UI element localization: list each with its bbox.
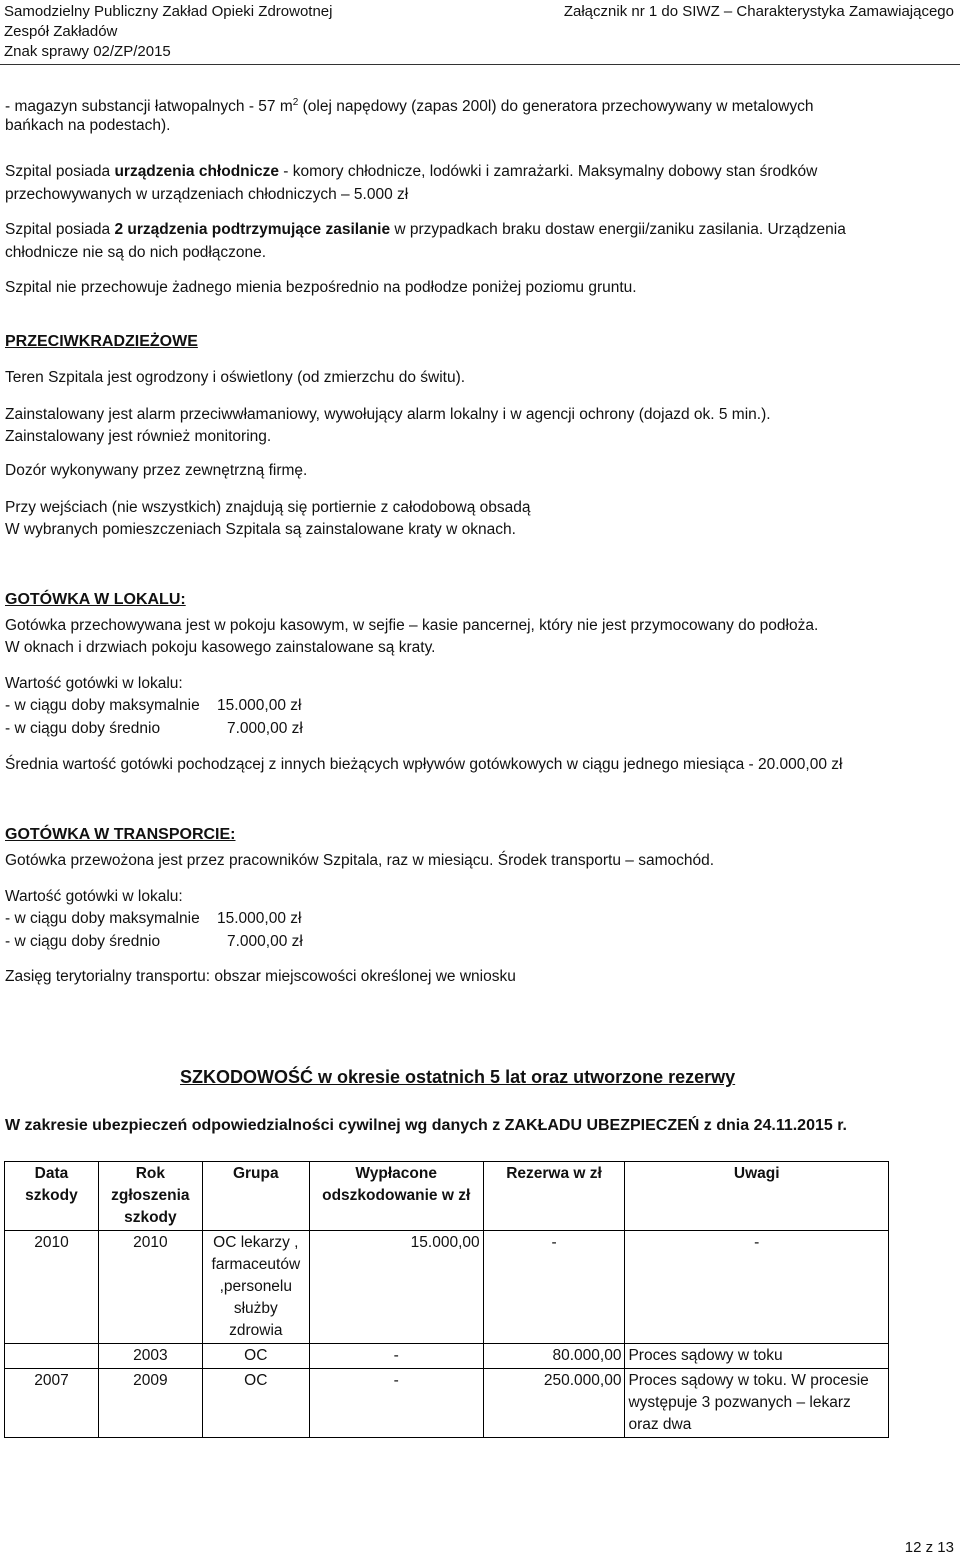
cell-reserve: - — [483, 1231, 625, 1344]
cell-year: 2009 — [98, 1369, 202, 1438]
antitheft-line-2: Zainstalowany jest alarm przeciwwłamaniowy, wywołujący alarm lokalny i w agencji ochrony (dojazd ok. 5 min.). — [5, 406, 771, 423]
cell-date — [5, 1344, 99, 1369]
table-row — [5, 1231, 889, 1344]
col-header-notes: Uwagi — [625, 1162, 889, 1231]
claims-subtitle: W zakresie ubezpieczeń odpowiedzialności cywilnej wg danych z ZAKŁADU UBEZPIECZEŃ z dnia 24.11.2015 r. — [5, 1117, 847, 1134]
cash-local-max: - w ciągu doby maksymalnie 15.000,00 zł — [5, 697, 302, 714]
col-header-reserve: Rezerwa w zł — [483, 1162, 625, 1231]
header-divider — [0, 64, 960, 65]
section-heading-antitheft: PRZECIWKRADZIEŻOWE — [5, 333, 198, 350]
header-attachment: Załącznik nr 1 do SIWZ – Charakterystyka Zamawiającego — [563, 3, 954, 20]
cell-paid: - — [309, 1369, 483, 1438]
cash-local-line-1: Gotówka przechowywana jest w pokoju kasowym, w sejfie – kasie pancernej, który nie jest przymocowany do podłoża. — [5, 617, 819, 634]
antitheft-line-4: Dozór wykonywany przez zewnętrzną firmę. — [5, 462, 308, 479]
antitheft-line-3: Zainstalowany jest również monitoring. — [5, 428, 272, 445]
antitheft-line-5: Przy wejściach (nie wszystkich) znajdują się portiernie z całodobową obsadą — [5, 499, 531, 516]
section-heading-cash-transport: GOTÓWKA W TRANSPORCIE: — [5, 826, 236, 843]
cash-local-line-3: Wartość gotówki w lokalu: — [5, 675, 183, 692]
header-case-number: Znak sprawy 02/ZP/2015 — [4, 43, 171, 60]
cooling-paragraph-2: przechowywanych w urządzeniach chłodniczych – 5.000 zł — [5, 186, 409, 203]
claims-table — [4, 1161, 889, 1438]
antitheft-line-6: W wybranych pomieszczeniach Szpitala są zainstalowane kraty w oknach. — [5, 521, 516, 538]
claims-title: SZKODOWOŚĆ w okresie ostatnich 5 lat oraz utworzone rezerwy — [180, 1067, 736, 1087]
header-unit: Zespół Zakładów — [4, 23, 118, 40]
storage-paragraph: Szpital nie przechowuje żadnego mienia bezpośrednio na podłodze poniżej poziomu gruntu. — [5, 279, 637, 296]
cash-transport-avg: - w ciągu doby średnio 7.000,00 zł — [5, 933, 303, 950]
antitheft-line-1: Teren Szpitala jest ogrodzony i oświetlony (od zmierzchu do świtu). — [5, 369, 466, 386]
col-header-paid: Wypłacone odszkodowanie w zł — [309, 1162, 483, 1231]
cash-local-avg: - w ciągu doby średnio 7.000,00 zł — [5, 720, 303, 737]
cell-date: 2007 — [5, 1369, 99, 1438]
cash-local-monthly: Średnia wartość gotówki pochodzącej z innych bieżących wpływów gotówkowych w ciągu jednego miesiąca - 20.000,00 zł — [5, 756, 843, 773]
table-row — [5, 1369, 889, 1438]
col-header-year: Rok zgłoszenia szkody — [98, 1162, 202, 1231]
page-number: 12 z 13 — [904, 1539, 954, 1556]
cash-transport-line-1: Gotówka przewożona jest przez pracowników Szpitala, raz w miesiącu. Środek transportu – samochód. — [5, 852, 715, 869]
cell-group: OC — [202, 1369, 309, 1438]
cell-year: 2003 — [98, 1344, 202, 1369]
cell-paid: - — [309, 1344, 483, 1369]
table-row — [5, 1344, 889, 1369]
cell-group: OC lekarzy , farmaceutów ,personelu służby zdrowia — [202, 1231, 309, 1344]
table-header-row — [5, 1162, 889, 1231]
cell-group: OC — [202, 1344, 309, 1369]
col-header-date: Data szkody — [5, 1162, 99, 1231]
cell-notes: - — [625, 1231, 889, 1344]
cash-transport-range: Zasięg terytorialny transportu: obszar miejscowości określonej we wniosku — [5, 968, 516, 985]
section-heading-cash-local: GOTÓWKA W LOKALU: — [5, 591, 186, 608]
ups-paragraph: Szpital posiada 2 urządzenia podtrzymujące zasilanie w przypadkach braku dostaw energii/zaniku zasilania. Urządzenia — [5, 221, 846, 238]
ups-paragraph-2: chłodnicze nie są do nich podłączone. — [5, 244, 267, 261]
cell-reserve: 250.000,00 — [483, 1369, 625, 1438]
header-institution: Samodzielny Publiczny Zakład Opieki Zdrowotnej — [4, 3, 333, 20]
cell-paid: 15.000,00 — [309, 1231, 483, 1344]
cooling-paragraph: Szpital posiada urządzenia chłodnicze - komory chłodnicze, lodówki i zamrażarki. Maksymalny dobowy stan środków — [5, 163, 818, 180]
cash-transport-line-2: Wartość gotówki w lokalu: — [5, 888, 183, 905]
intro-line-1: - magazyn substancji łatwopalnych - 57 $m^2$ (olej napędowy (zapas 200l) do generatora przechowywany w metalowych — [5, 97, 814, 116]
intro-line-2: bańkach na podestach). — [5, 117, 171, 134]
cell-notes: Proces sądowy w toku. W procesie występuje 3 pozwanych – lekarz oraz dwa — [625, 1369, 889, 1438]
cell-date: 2010 — [5, 1231, 99, 1344]
cash-local-line-2: W oknach i drzwiach pokoju kasowego zainstalowane są kraty. — [5, 639, 436, 656]
col-header-group: Grupa — [202, 1162, 309, 1231]
cell-notes: Proces sądowy w toku — [625, 1344, 889, 1369]
cell-reserve: 80.000,00 — [483, 1344, 625, 1369]
cell-year: 2010 — [98, 1231, 202, 1344]
cash-transport-max: - w ciągu doby maksymalnie 15.000,00 zł — [5, 910, 302, 927]
